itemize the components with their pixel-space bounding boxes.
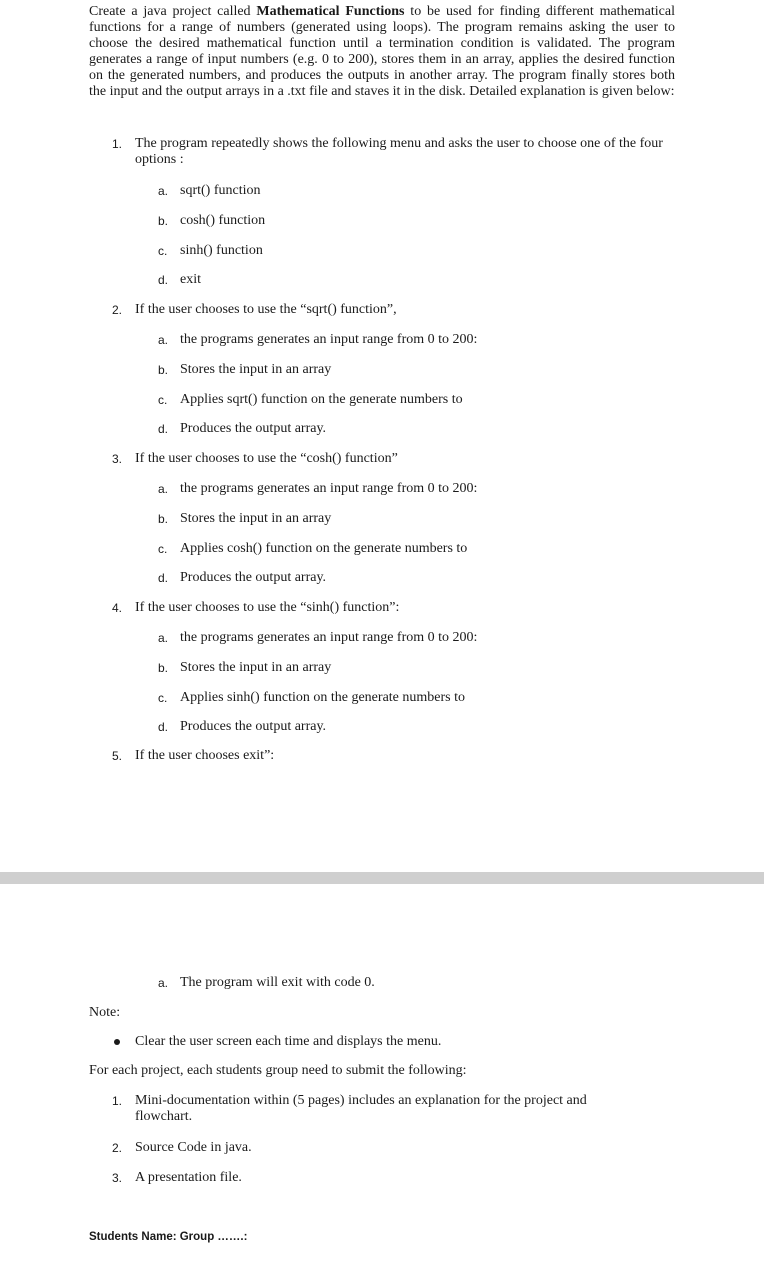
step-number: 3. [112, 452, 123, 466]
sub-letter: b. [158, 512, 169, 526]
step-text: If the user chooses to use the “sqrt() function”, [135, 302, 397, 317]
step-number: 1. [112, 137, 123, 151]
step-text: The program repeatedly shows the following menu and asks the user to choose one of the four options : [135, 136, 663, 167]
sub-letter: c. [158, 393, 168, 407]
sub-letter: d. [158, 422, 169, 436]
step-number: 4. [112, 601, 123, 615]
sub-text: The program will exit with code 0. [180, 975, 375, 990]
sub-letter: a. [158, 482, 169, 496]
bullet-icon [114, 1039, 120, 1045]
sub-text: Produces the output array. [180, 719, 327, 734]
sub-letter: b. [158, 363, 169, 377]
note-bullet-text: Clear the user screen each time and displays the menu. [135, 1034, 442, 1049]
sub-text: Stores the input in an array [180, 511, 332, 526]
step-text: If the user chooses exit”: [135, 748, 275, 763]
sub-text: Stores the input in an array [180, 362, 332, 377]
sub-text: Produces the output array. [180, 570, 327, 585]
step-text: If the user chooses to use the “sinh() function”: [135, 600, 400, 615]
menu-option-cosh: cosh() function [180, 213, 266, 228]
sub-letter: a. [158, 631, 169, 645]
step-number: 2. [112, 303, 123, 317]
submit-number: 2. [112, 1141, 123, 1155]
sub-text: the programs generates an input range from 0 to 200: [180, 332, 478, 347]
submit-item-documentation: Mini-documentation within (5 pages) includes an explanation for the project and flowchart. [135, 1093, 587, 1124]
menu-option-sinh: sinh() function [180, 243, 263, 258]
step-text: If the user chooses to use the “cosh() function” [135, 451, 398, 466]
sub-letter: a. [158, 976, 169, 990]
sub-text: Stores the input in an array [180, 660, 332, 675]
submit-number: 3. [112, 1171, 123, 1185]
project-name: Mathematical Functions [256, 4, 405, 19]
sub-letter: a. [158, 184, 169, 198]
note-label: Note: [89, 1005, 121, 1020]
sub-text: the programs generates an input range from 0 to 200: [180, 630, 478, 645]
submit-item-source: Source Code in java. [135, 1140, 252, 1155]
step-number: 5. [112, 749, 123, 763]
sub-text: Applies sinh() function on the generate numbers to [180, 690, 465, 705]
sub-letter: c. [158, 542, 168, 556]
sub-letter: b. [158, 214, 169, 228]
submit-number: 1. [112, 1094, 123, 1108]
sub-letter: d. [158, 273, 169, 287]
menu-option-exit: exit [180, 272, 201, 287]
sub-letter: c. [158, 691, 168, 705]
sub-text: Produces the output array. [180, 421, 327, 436]
menu-option-sqrt: sqrt() function [180, 183, 261, 198]
sub-text: Applies cosh() function on the generate numbers to [180, 541, 468, 556]
sub-text: Applies sqrt() function on the generate numbers to [180, 392, 463, 407]
submit-intro: For each project, each students group need to submit the following: [89, 1063, 467, 1078]
sub-letter: d. [158, 571, 169, 585]
sub-letter: a. [158, 333, 169, 347]
students-name-field: Students Name: Group …….: [89, 1231, 248, 1243]
sub-text: the programs generates an input range from 0 to 200: [180, 481, 478, 496]
sub-letter: c. [158, 244, 168, 258]
page-separator [0, 872, 764, 884]
intro-paragraph: Create a java project called Mathematical Functions to be used for finding different mathematical functions for a range of numbers (generated using loops). The program remains asking the user to choose the desired mathematical function until a termination condition is validated. The program generates a range of input numbers (e.g. 0 to 200), stores them in an array, applies the desired function on the generated numbers, and produces the outputs in another array. The program finally stores both the input and the output arrays in a .txt file and staves it in the disk. Detailed explanation is given below: [89, 4, 675, 99]
submit-item-presentation: A presentation file. [135, 1170, 242, 1185]
sub-letter: d. [158, 720, 169, 734]
sub-letter: b. [158, 661, 169, 675]
document-page-2 [0, 884, 764, 1280]
